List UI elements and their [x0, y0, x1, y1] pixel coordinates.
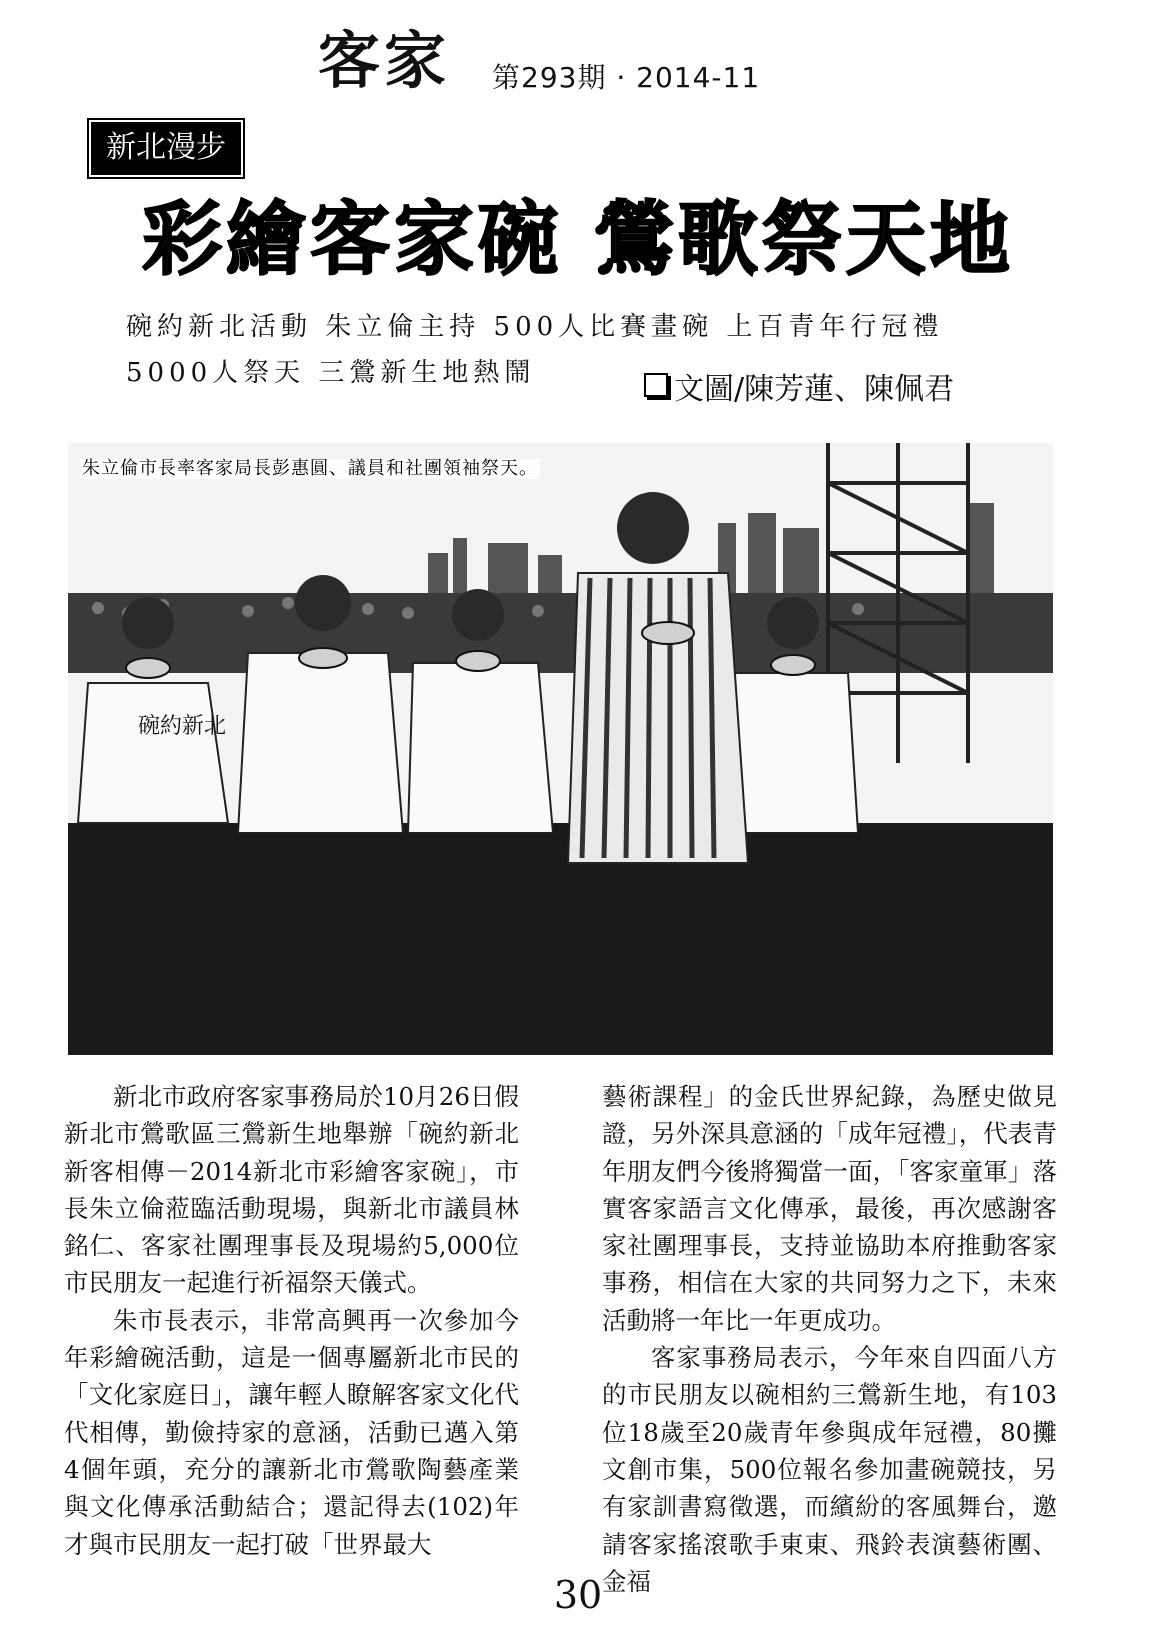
checkbox-bullet-icon: [644, 373, 668, 397]
page-number: 30: [553, 1573, 603, 1617]
article-photo: [68, 443, 1053, 1055]
article-body-left-column: [64, 1078, 519, 1563]
body-paragraph: 新北市政府客家事務局於10月26日假新北市鶯歌區三鶯新生地舉辦「碗約新北新客相傳－2014新北市彩繪客家碗」，市長朱立倫蒞臨活動現場，與新北市議員林銘仁、客家社團理事長及現場約5,000位市民朋友一起進行祈福祭天儀式。: [64, 1082, 519, 1298]
byline-text: 文圖/陳芳蓮、陳佩君: [674, 372, 955, 407]
body-paragraph: 客家事務局表示，今年來自四面八方的市民朋友以碗相約三鶯新生地，有103位18歲至20歲青年參與成年冠禮，80攤文創市集，500位報名參加畫碗競技，另有家訓書寫徵選，而繽紛的客風舞台，邀請客家搖滾歌手東東、飛鈴表演藝術團、金福: [602, 1343, 1057, 1596]
magazine-masthead: 客家: [318, 24, 451, 97]
article-subheadline-1: 碗約新北活動 朱立倫主持 500人比賽畫碗 上百青年行冠禮: [126, 312, 944, 342]
photo-caption: 朱立倫市長率客家局長彭惠圓、議員和社團領袖祭天。: [82, 458, 538, 479]
article-body-right-column: [602, 1078, 1057, 1600]
body-paragraph: 朱市長表示，非常高興再一次參加今年彩繪碗活動，這是一個專屬新北市民的「文化家庭日」，讓年輕人瞭解客家文化代代相傳，勤儉持家的意涵，活動已邁入第4個年頭，充分的讓新北市鶯歌陶藝產業與文化傳承活動結合；還記得去(102)年才與市民朋友一起打破「世界最大: [64, 1305, 519, 1559]
issue-number: 第293期 · 2014-11: [492, 61, 761, 94]
article-byline: [644, 373, 954, 405]
section-tag: 新北漫步: [91, 122, 241, 175]
body-paragraph: 藝術課程」的金氏世界紀錄，為歷史做見證，另外深具意涵的「成年冠禮」，代表青年朋友們今後將獨當一面，「客家童軍」落實客家語言文化傳承，最後，再次感謝客家社團理事長，支持並協助本府推動客家事務，相信在大家的共同努力之下，未來活動將一年比一年更成功。: [602, 1082, 1057, 1335]
shirt-print-text: [138, 714, 226, 739]
article-subheadline-2: 5000人祭天 三鶯新生地熱鬧: [126, 358, 536, 388]
article-headline: 彩繪客家碗 鶯歌祭天地: [142, 193, 1014, 286]
shirt-print-text-line: 碗約新北: [138, 714, 227, 739]
ceremony-photo-illustration: [68, 443, 1053, 1055]
